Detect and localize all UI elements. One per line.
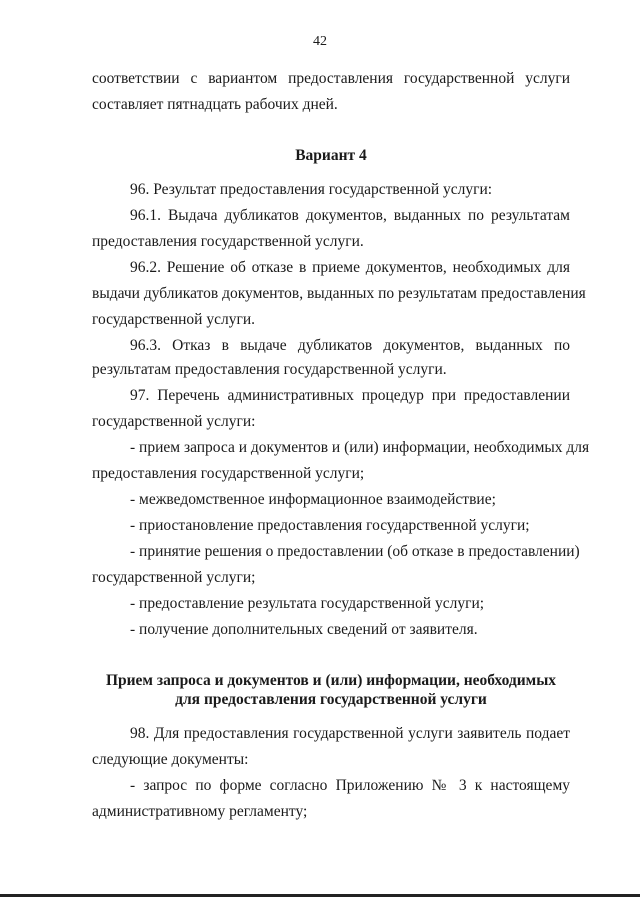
section-heading-line-2: для предоставления государственной услуги xyxy=(175,691,487,708)
text-line: 96.2. Решение об отказе в приеме документов, необходимых для xyxy=(130,259,570,276)
text-line: предоставления государственной услуги; xyxy=(92,465,365,482)
text-line: государственной услуги. xyxy=(92,311,255,328)
text-line: 96.1. Выдача дубликатов документов, выданных по результатам xyxy=(130,207,570,224)
text-line: 97. Перечень административных процедур при предоставлении xyxy=(130,387,570,404)
text-line: выдачи дубликатов документов, выданных по результатам предоставления xyxy=(92,285,586,302)
list-item: - прием запроса и документов и (или) информации, необходимых для xyxy=(130,439,590,456)
variant-heading: Вариант 4 xyxy=(295,147,367,164)
text-line: государственной услуги; xyxy=(92,569,256,586)
list-item: - получение дополнительных сведений от заявителя. xyxy=(130,621,478,638)
text-line: 96. Результат предоставления государственной услуги: xyxy=(130,181,493,198)
list-item: - запрос по форме согласно Приложению № 3 к настоящему xyxy=(130,777,570,794)
text-line: предоставления государственной услуги. xyxy=(92,233,364,250)
text-line: 98. Для предоставления государственной услуги заявитель подает xyxy=(130,725,570,742)
list-item: - приостановление предоставления государственной услуги; xyxy=(130,517,530,534)
list-item: - принятие решения о предоставлении (об отказе в предоставлении) xyxy=(130,543,580,560)
text-line: результатам предоставления государственной услуги. xyxy=(92,361,447,378)
page-number: 42 xyxy=(313,34,327,49)
text-line: составляет пятнадцать рабочих дней. xyxy=(92,96,338,113)
text-line: следующие документы: xyxy=(92,751,249,768)
text-line: государственной услуги: xyxy=(92,413,256,430)
text-line: соответствии с вариантом предоставления государственной услуги xyxy=(92,70,570,87)
list-item: - межведомственное информационное взаимодействие; xyxy=(130,491,496,508)
section-heading-line-1: Прием запроса и документов и (или) информации, необходимых xyxy=(105,672,557,689)
text-line: 96.3. Отказ в выдаче дубликатов документов, выданных по xyxy=(130,337,570,354)
bottom-scan-edge xyxy=(0,894,640,897)
list-item: - предоставление результата государственной услуги; xyxy=(130,595,485,612)
text-line: административному регламенту; xyxy=(92,803,308,820)
